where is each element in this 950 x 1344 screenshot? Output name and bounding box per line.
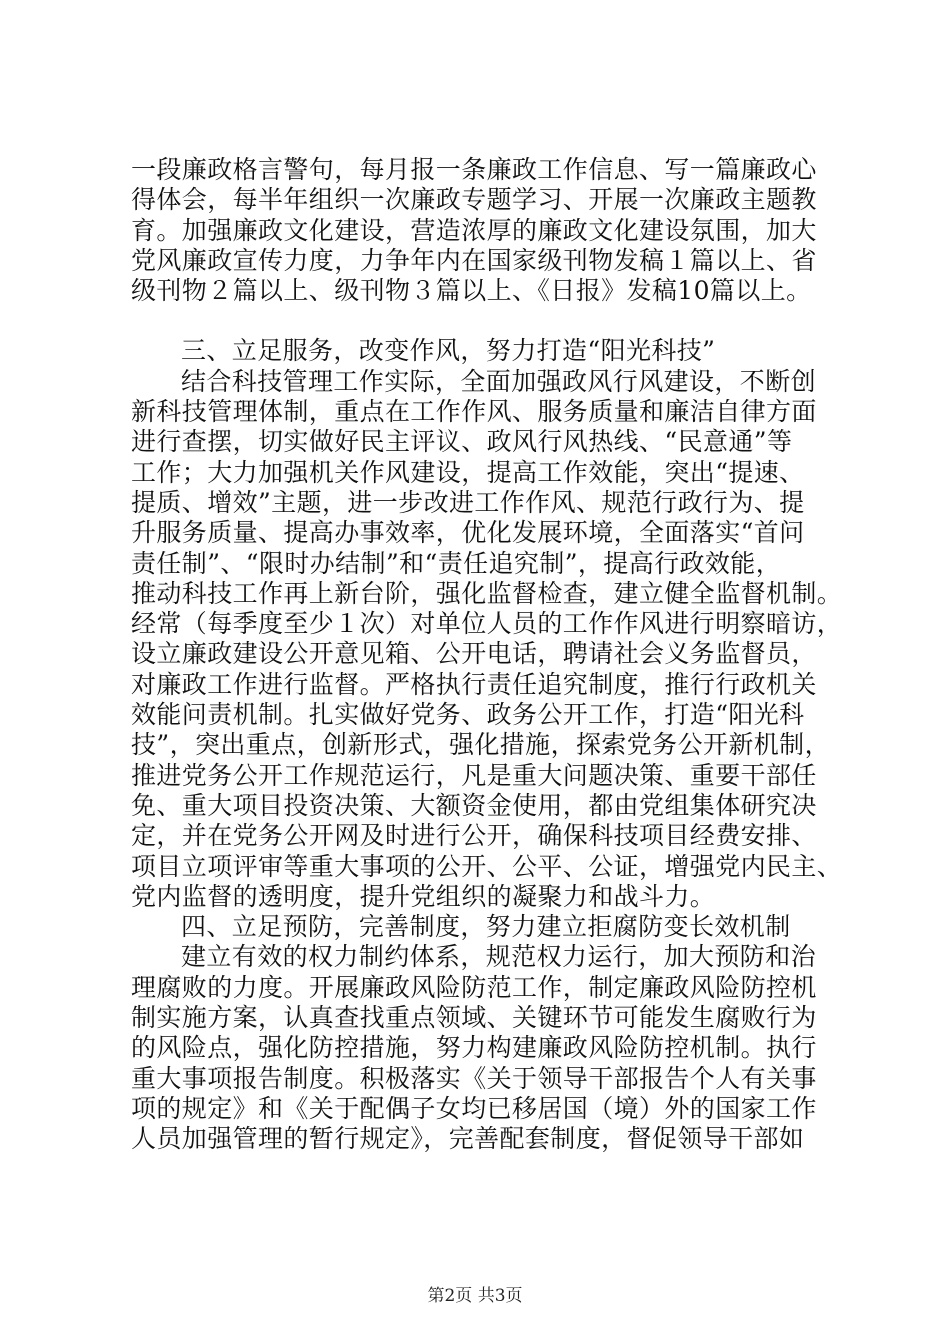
- text-line: 提质、增效”主题，进一步改进工作作风、规范行政行为、提: [131, 487, 805, 517]
- text-line: 经常（每季度至少１次）对单位人员的工作作风进行明察暗访，: [131, 609, 843, 639]
- document-body: [131, 155, 843, 1155]
- text-line: 制实施方案，认真查找重点领域、关键环节可能发生腐败行为: [131, 1003, 817, 1033]
- text-line: 育。加强廉政文化建设，营造浓厚的廉政文化建设氛围，加大: [131, 215, 817, 245]
- text-line: 重大事项报告制度。积极落实《关于领导干部报告个人有关事: [131, 1063, 817, 1093]
- paragraph-continued: [131, 155, 831, 306]
- text-line: 免、重大项目投资决策、大额资金使用，都由党组集体研究决: [131, 790, 817, 820]
- text-line: 一段廉政格言警句，每月报一条廉政工作信息、写一篇廉政心: [131, 155, 817, 184]
- text-line: 新科技管理体制，重点在工作作风、服务质量和廉洁自律方面: [131, 397, 817, 427]
- text-line: 的风险点，强化防控措施，努力构建廉政风险防控机制。执行: [131, 1033, 817, 1063]
- text-line: 项的规定》和《关于配偶子女均已移居国（境）外的国家工作: [131, 1093, 817, 1123]
- text-line: 建立有效的权力制约体系，规范权力运行，加大预防和治: [181, 942, 817, 972]
- text-line: 对廉政工作进行监督。严格执行责任追究制度，推行行政机关: [131, 669, 817, 699]
- text-line: 责任制”、“限时办结制”和“责任追究制”，提高行政效能，: [131, 548, 782, 578]
- paragraph-gap: [131, 306, 831, 336]
- text-line: 项目立项评审等重大事项的公开、公平、公证，增强党内民主、: [131, 851, 843, 881]
- paragraph-section-3: [131, 366, 843, 912]
- text-line: 结合科技管理工作实际，全面加强政风行风建设，不断创: [181, 366, 817, 396]
- text-line: 推动科技工作再上新台阶，强化监督检查，建立健全监督机制。: [131, 578, 843, 608]
- text-line: 工作；大力加强机关作风建设，提高工作效能，突出“提速、: [131, 457, 805, 487]
- text-line: 理腐败的力度。开展廉政风险防范工作，制定廉政风险防控机: [131, 972, 817, 1002]
- text-line: 升服务质量、提高办事效率，优化发展环境，全面落实“首问: [131, 518, 805, 548]
- text-line: 得体会，每半年组织一次廉政专题学习、开展一次廉政主题教: [131, 185, 817, 215]
- text-line: 人员加强管理的暂行规定》，完善配套制度，督促领导干部如: [131, 1124, 805, 1154]
- text-line: 设立廉政建设公开意见箱、公开电话，聘请社会义务监督员，: [131, 639, 817, 669]
- page-footer: 第2页 共3页: [427, 1286, 523, 1306]
- text-line: 效能问责机制。扎实做好党务、政务公开工作，打造“阳光科: [131, 700, 805, 730]
- text-line: 党风廉政宣传力度，力争年内在国家级刊物发稿１篇以上、省: [131, 245, 817, 275]
- text-line: 党内监督的透明度，提升党组织的凝聚力和战斗力。: [131, 881, 716, 911]
- section-heading-3: 三、立足服务，改变作风，努力打造“阳光科技”: [181, 336, 716, 366]
- text-line: 技”，突出重点，创新形式，强化措施，探索党务公开新机制，: [131, 730, 830, 760]
- text-line: 级刊物２篇以上、级刊物３篇以上、《日报》发稿10篇以上。: [131, 276, 812, 306]
- text-line: 推进党务公开工作规范运行，凡是重大问题决策、重要干部任: [131, 760, 817, 790]
- text-line: 定，并在党务公开网及时进行公开，确保科技项目经费安排、: [131, 821, 817, 851]
- text-line: 进行查摆，切实做好民主评议、政风行风热线、“民意通”等: [131, 427, 793, 457]
- section-heading-4: 四、立足预防，完善制度，努力建立拒腐防变长效机制: [181, 912, 791, 942]
- paragraph-section-4: [131, 942, 831, 1154]
